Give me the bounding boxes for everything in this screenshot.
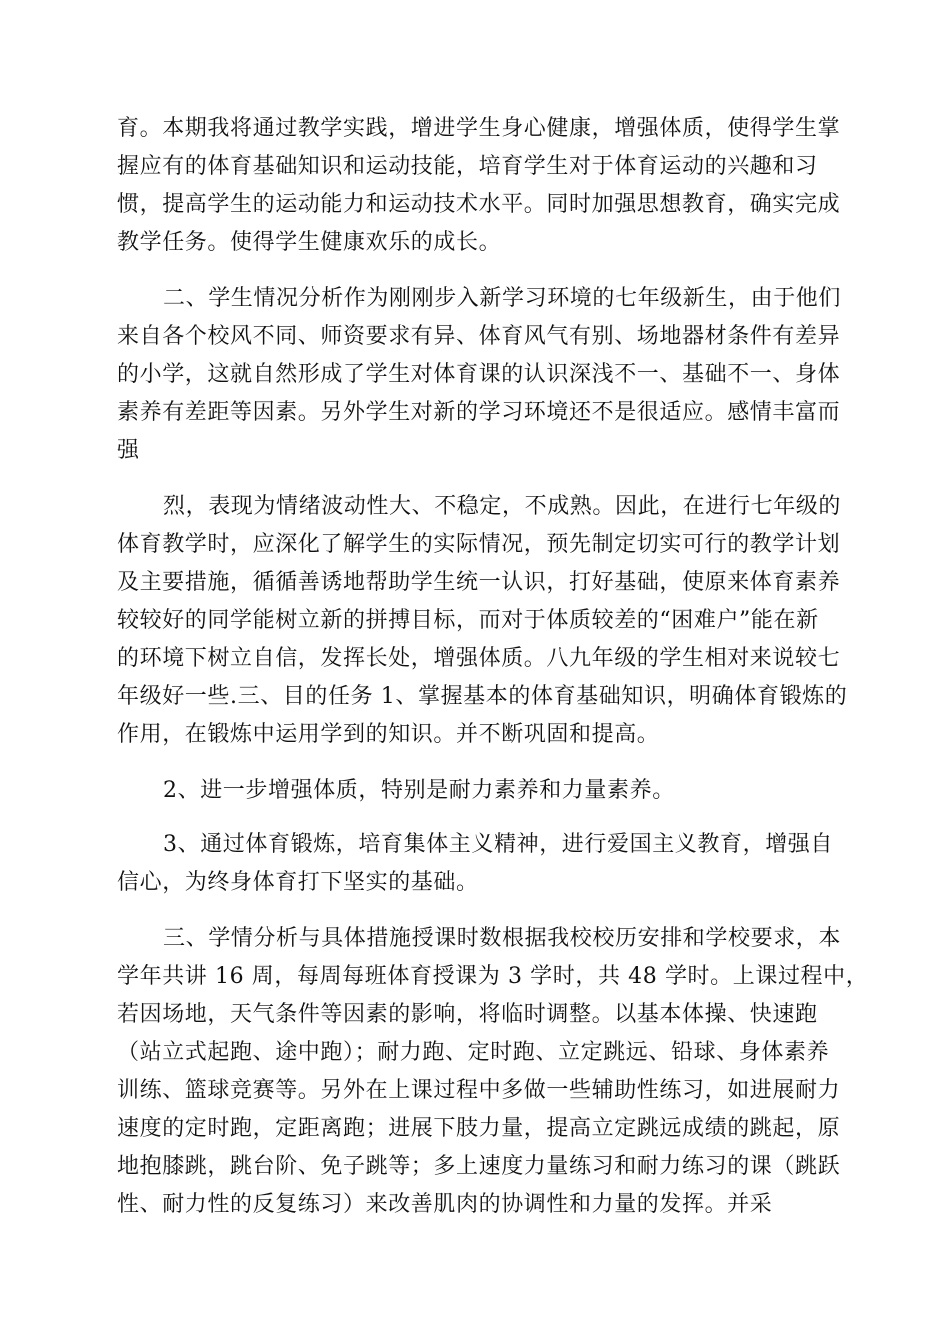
text-line: 及主要措施，循循善诱地帮助学生统一认识，打好基础，使原来体育素养 [117,570,841,595]
text-line: （站立式起跑、途中跑）；耐力跑、定时跑、立定跳远、铅球、身体素养 [117,1040,830,1065]
paragraph-start-line: 三、学情分析与具体措施授课时数根据我校校历安排和学校要求，本 [163,926,842,951]
text-line: 作用，在锻炼中运用学到的知识。并不断巩固和提高。 [117,722,660,747]
paragraph-start-line: 烈，表现为情绪波动性大、不稳定，不成熟。因此，在进行七年级的 [163,494,842,519]
text-line: 体育教学时，应深化了解学生的实际情况，预先制定切实可行的教学计划 [117,532,841,557]
text-line: 信心，为终身体育打下坚实的基础。 [117,870,479,895]
text-line: 育。本期我将通过教学实践，增进学生身心健康，增强体质，使得学生掌 [117,116,841,141]
text-line: 性、耐力性的反复练习）来改善肌肉的协调性和力量的发挥。并采 [117,1192,773,1217]
text-line: 的小学，这就自然形成了学生对体育课的认识深浅不一、基础不一、身体 [117,362,841,387]
text-line: 素养有差距等因素。另外学生对新的学习环境还不是很适应。感情丰富而 [117,400,841,425]
text-line: 惯，提高学生的运动能力和运动技术水平。同时加强思想教育，确实完成 [117,192,841,217]
text-line: 握应有的体育基础知识和运动技能，培育学生对于体育运动的兴趣和习 [117,154,818,179]
text-line: 较较好的同学能树立新的拼搏目标，而对于体质较差的“困难户”能在新 [117,608,819,633]
paragraph-start-line: 3、通过体育锻炼，培育集体主义精神，进行爱国主义教育，增强自 [163,832,833,857]
text-line: 学年共讲 16 周，每周每班体育授课为 3 学时，共 48 学时。上课过程中， [117,964,869,989]
text-line: 来自各个校风不同、师资要求有异、体育风气有别、场地器材条件有差异 [117,324,841,349]
text-line: 教学任务。使得学生健康欢乐的成长。 [117,230,502,255]
text-line: 的环境下树立自信，发挥长处，增强体质。八九年级的学生相对来说较七 [117,646,841,671]
paragraph-start-line: 2、进一步增强体质，特别是耐力素养和力量素养。 [163,778,675,803]
paragraph-start-line: 二、学生情况分析作为刚刚步入新学习环境的七年级新生，由于他们 [163,286,842,311]
text-line: 速度的定时跑，定距离跑；进展下肢力量，提高立定跳远成绩的跳起，原 [117,1116,841,1141]
text-line: 地抱膝跳，跳台阶、免子跳等；多上速度力量练习和耐力练习的课（跳跃 [117,1154,841,1179]
text-line: 若因场地，天气条件等因素的影响，将临时调整。以基本体操、快速跑 [117,1002,818,1027]
text-line: 训练、篮球竞赛等。另外在上课过程中多做一些辅助性练习，如进展耐力 [117,1078,841,1103]
text-line: 年级好一些.三、目的任务 1、掌握基本的体育基础知识，明确体育锻炼的 [117,684,848,709]
text-line: 强 [117,438,140,463]
